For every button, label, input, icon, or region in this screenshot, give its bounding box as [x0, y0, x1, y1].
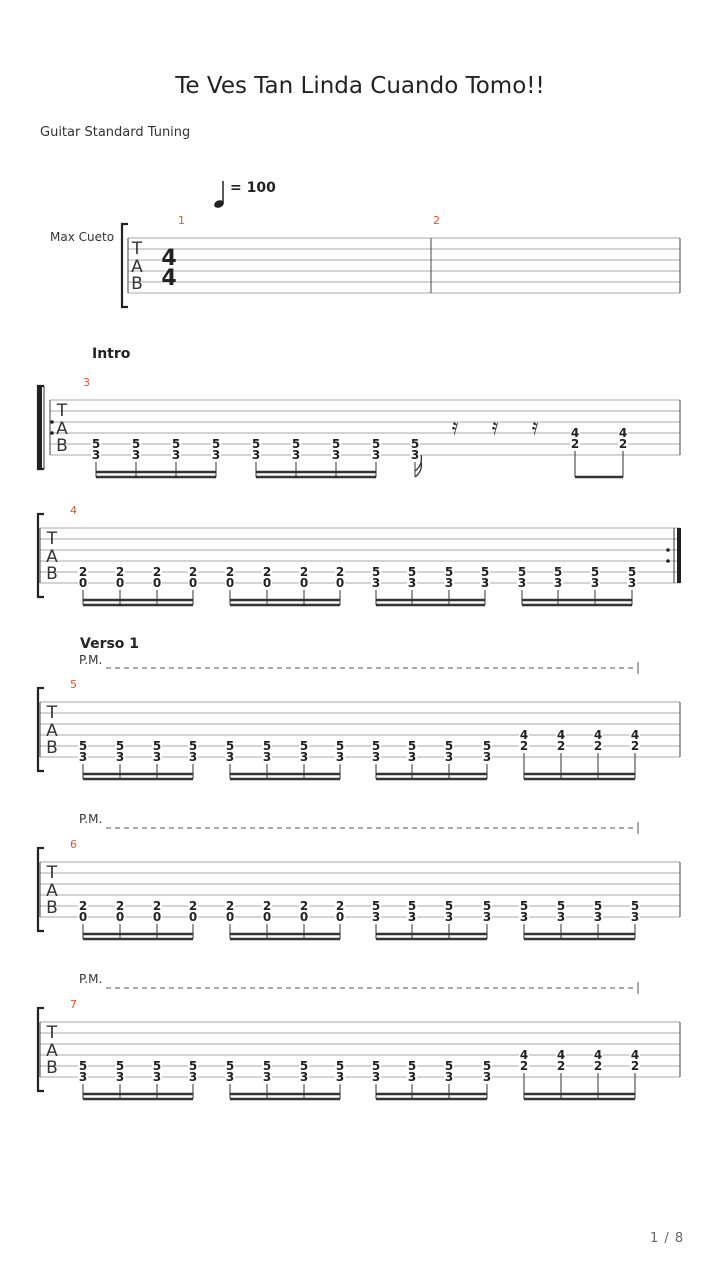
fret-number: 0 — [78, 576, 88, 590]
fret-number: 5 — [335, 1059, 345, 1073]
fret-number: 5 — [410, 437, 420, 451]
fret-number: 3 — [482, 750, 492, 764]
fret-number: 0 — [115, 910, 125, 924]
repeat-dot — [666, 548, 670, 552]
fret-number: 4 — [593, 1048, 603, 1062]
fret-number: 2 — [299, 899, 309, 913]
tab-clef-t: T — [46, 1023, 58, 1043]
fret-number: 5 — [115, 1059, 125, 1073]
fret-number: 2 — [556, 1059, 566, 1073]
fret-number: 3 — [410, 448, 420, 462]
tab-clef-b: B — [46, 564, 58, 584]
fret-number: 2 — [335, 565, 345, 579]
palm-mute-label: P.M. — [79, 653, 103, 667]
fret-number: 2 — [225, 899, 235, 913]
fret-number: 5 — [299, 1059, 309, 1073]
fret-number: 2 — [593, 739, 603, 753]
fret-number: 3 — [115, 750, 125, 764]
fret-number: 3 — [371, 576, 381, 590]
fret-number: 3 — [335, 750, 345, 764]
fret-number: 3 — [371, 910, 381, 924]
fret-number: 0 — [335, 576, 345, 590]
fret-number: 3 — [188, 750, 198, 764]
fret-number: 3 — [407, 750, 417, 764]
fret-number: 0 — [188, 910, 198, 924]
fret-number: 3 — [152, 1070, 162, 1084]
section-intro-label: Intro — [92, 346, 131, 362]
fret-number: 5 — [225, 1059, 235, 1073]
fret-number: 2 — [593, 1059, 603, 1073]
tab-clef-b: B — [46, 898, 58, 918]
fret-number: 4 — [618, 426, 628, 440]
measure-number: 2 — [433, 214, 440, 227]
fret-number: 5 — [407, 739, 417, 753]
fret-number: 5 — [152, 1059, 162, 1073]
fret-number: 3 — [590, 576, 600, 590]
measure-number: 1 — [178, 214, 185, 227]
system-bracket — [38, 688, 44, 771]
fret-number: 5 — [331, 437, 341, 451]
sixteenth-rest: 𝄿 — [451, 415, 459, 440]
fret-number: 5 — [407, 565, 417, 579]
fret-number: 2 — [152, 899, 162, 913]
time-signature-bottom: 4 — [161, 266, 177, 291]
fret-number: 3 — [517, 576, 527, 590]
fret-number: 3 — [482, 1070, 492, 1084]
fret-number: 5 — [482, 899, 492, 913]
fret-number: 5 — [115, 739, 125, 753]
fret-number: 2 — [78, 565, 88, 579]
fret-number: 5 — [444, 565, 454, 579]
fret-number: 2 — [225, 565, 235, 579]
fret-number: 5 — [371, 899, 381, 913]
fret-number: 0 — [262, 576, 272, 590]
fret-number: 2 — [262, 899, 272, 913]
fret-number: 4 — [630, 1048, 640, 1062]
fret-number: 3 — [331, 448, 341, 462]
fret-number: 3 — [444, 910, 454, 924]
tab-clef-b: B — [131, 274, 143, 294]
fret-number: 5 — [480, 565, 490, 579]
fret-number: 3 — [407, 576, 417, 590]
fret-number: 3 — [482, 910, 492, 924]
sixteenth-rest: 𝄿 — [491, 415, 499, 440]
palm-mute-label: P.M. — [79, 972, 103, 986]
fret-number: 5 — [78, 739, 88, 753]
fret-number: 5 — [482, 739, 492, 753]
fret-number: 5 — [371, 739, 381, 753]
fret-number: 2 — [78, 899, 88, 913]
fret-number: 5 — [590, 565, 600, 579]
fret-number: 5 — [188, 1059, 198, 1073]
tempo-value: = 100 — [230, 180, 276, 196]
tab-clef-t: T — [46, 703, 58, 723]
palm-mute-label: P.M. — [79, 812, 103, 826]
fret-number: 0 — [262, 910, 272, 924]
fret-number: 0 — [299, 910, 309, 924]
fret-number: 5 — [262, 1059, 272, 1073]
fret-number: 3 — [262, 750, 272, 764]
fret-number: 2 — [556, 739, 566, 753]
fret-number: 3 — [188, 1070, 198, 1084]
fret-number: 2 — [618, 437, 628, 451]
fret-number: 3 — [407, 1070, 417, 1084]
fret-number: 3 — [225, 750, 235, 764]
fret-number: 0 — [188, 576, 198, 590]
fret-number: 3 — [371, 750, 381, 764]
fret-number: 5 — [519, 899, 529, 913]
fret-number: 5 — [593, 899, 603, 913]
fret-number: 3 — [371, 448, 381, 462]
repeat-end-thick-bar — [677, 528, 681, 583]
tab-clef-a: A — [46, 881, 58, 901]
section-verse1-label: Verso 1 — [80, 636, 140, 652]
measure-number: 3 — [83, 376, 90, 389]
fret-number: 3 — [262, 1070, 272, 1084]
tab-clef-b: B — [46, 1058, 58, 1078]
tab-clef-t: T — [56, 401, 68, 421]
fret-number: 3 — [630, 910, 640, 924]
fret-number: 3 — [519, 910, 529, 924]
tab-clef-t: T — [46, 529, 58, 549]
fret-number: 3 — [593, 910, 603, 924]
fret-number: 5 — [444, 1059, 454, 1073]
fret-number: 5 — [371, 1059, 381, 1073]
instrument-name: Max Cueto — [50, 230, 115, 244]
fret-number: 3 — [444, 1070, 454, 1084]
fret-number: 2 — [335, 899, 345, 913]
fret-number: 2 — [630, 1059, 640, 1073]
system-bracket — [38, 848, 44, 931]
fret-number: 5 — [517, 565, 527, 579]
fret-number: 2 — [188, 899, 198, 913]
time-signature-top: 4 — [161, 246, 177, 271]
fret-number: 5 — [627, 565, 637, 579]
fret-number: 2 — [299, 565, 309, 579]
fret-number: 5 — [188, 739, 198, 753]
fret-number: 3 — [553, 576, 563, 590]
fret-number: 0 — [78, 910, 88, 924]
fret-number: 3 — [335, 1070, 345, 1084]
fret-number: 5 — [262, 739, 272, 753]
tab-clef-b: B — [56, 436, 68, 456]
fret-number: 5 — [131, 437, 141, 451]
fret-number: 5 — [211, 437, 221, 451]
tab-clef-a: A — [56, 419, 68, 439]
fret-number: 3 — [291, 448, 301, 462]
fret-number: 5 — [407, 1059, 417, 1073]
page-number: 1 / 8 — [650, 1231, 685, 1246]
fret-number: 5 — [91, 437, 101, 451]
system-bracket — [122, 224, 128, 307]
fret-number: 3 — [152, 750, 162, 764]
sixteenth-rest: 𝄿 — [531, 415, 539, 440]
fret-number: 3 — [444, 576, 454, 590]
measure-number: 5 — [70, 678, 77, 691]
fret-number: 2 — [570, 437, 580, 451]
fret-number: 5 — [371, 437, 381, 451]
fret-number: 3 — [78, 1070, 88, 1084]
fret-number: 0 — [115, 576, 125, 590]
song-title: Te Ves Tan Linda Cuando Tomo!! — [175, 73, 545, 99]
fret-number: 5 — [152, 739, 162, 753]
fret-number: 5 — [291, 437, 301, 451]
fret-number: 5 — [444, 739, 454, 753]
fret-number: 4 — [593, 728, 603, 742]
fret-number: 3 — [299, 1070, 309, 1084]
measure-number: 4 — [70, 504, 77, 517]
fret-number: 2 — [262, 565, 272, 579]
fret-number: 3 — [299, 750, 309, 764]
fret-number: 3 — [407, 910, 417, 924]
fret-number: 3 — [251, 448, 261, 462]
fret-number: 3 — [627, 576, 637, 590]
fret-number: 3 — [78, 750, 88, 764]
fret-number: 5 — [225, 739, 235, 753]
system-bracket — [38, 514, 44, 597]
tuning-label: Guitar Standard Tuning — [40, 125, 191, 140]
fret-number: 0 — [152, 910, 162, 924]
fret-number: 3 — [115, 1070, 125, 1084]
fret-number: 4 — [519, 1048, 529, 1062]
fret-number: 4 — [556, 728, 566, 742]
repeat-dot — [50, 420, 54, 424]
fret-number: 5 — [630, 899, 640, 913]
fret-number: 3 — [91, 448, 101, 462]
fret-number: 0 — [299, 576, 309, 590]
fret-number: 3 — [556, 910, 566, 924]
repeat-dot — [50, 431, 54, 435]
fret-number: 0 — [225, 576, 235, 590]
fret-number: 3 — [371, 1070, 381, 1084]
fret-number: 2 — [115, 899, 125, 913]
tab-clef-a: A — [131, 257, 143, 277]
fret-number: 2 — [630, 739, 640, 753]
tab-clef-b: B — [46, 738, 58, 758]
fret-number: 2 — [188, 565, 198, 579]
fret-number: 5 — [251, 437, 261, 451]
fret-number: 5 — [444, 899, 454, 913]
fret-number: 5 — [371, 565, 381, 579]
fret-number: 3 — [171, 448, 181, 462]
tab-clef-a: A — [46, 547, 58, 567]
fret-number: 5 — [407, 899, 417, 913]
fret-number: 5 — [556, 899, 566, 913]
fret-number: 3 — [225, 1070, 235, 1084]
fret-number: 4 — [556, 1048, 566, 1062]
fret-number: 3 — [131, 448, 141, 462]
fret-number: 3 — [444, 750, 454, 764]
fret-number: 2 — [519, 1059, 529, 1073]
tab-clef-t: T — [46, 863, 58, 883]
fret-number: 5 — [553, 565, 563, 579]
tab-clef-a: A — [46, 721, 58, 741]
fret-number: 5 — [335, 739, 345, 753]
fret-number: 4 — [570, 426, 580, 440]
fret-number: 3 — [480, 576, 490, 590]
repeat-start-thick-bar — [38, 386, 42, 469]
tab-clef-t: T — [131, 239, 143, 259]
fret-number: 0 — [225, 910, 235, 924]
fret-number: 0 — [152, 576, 162, 590]
fret-number: 0 — [335, 910, 345, 924]
fret-number: 4 — [519, 728, 529, 742]
fret-number: 2 — [152, 565, 162, 579]
tab-clef-a: A — [46, 1041, 58, 1061]
measure-number: 7 — [70, 998, 77, 1011]
fret-number: 2 — [519, 739, 529, 753]
fret-number: 5 — [482, 1059, 492, 1073]
fret-number: 5 — [299, 739, 309, 753]
fret-number: 5 — [78, 1059, 88, 1073]
fret-number: 3 — [211, 448, 221, 462]
fret-number: 2 — [115, 565, 125, 579]
fret-number: 4 — [630, 728, 640, 742]
repeat-dot — [666, 559, 670, 563]
fret-number: 5 — [171, 437, 181, 451]
system-bracket — [38, 1008, 44, 1091]
measure-number: 6 — [70, 838, 77, 851]
